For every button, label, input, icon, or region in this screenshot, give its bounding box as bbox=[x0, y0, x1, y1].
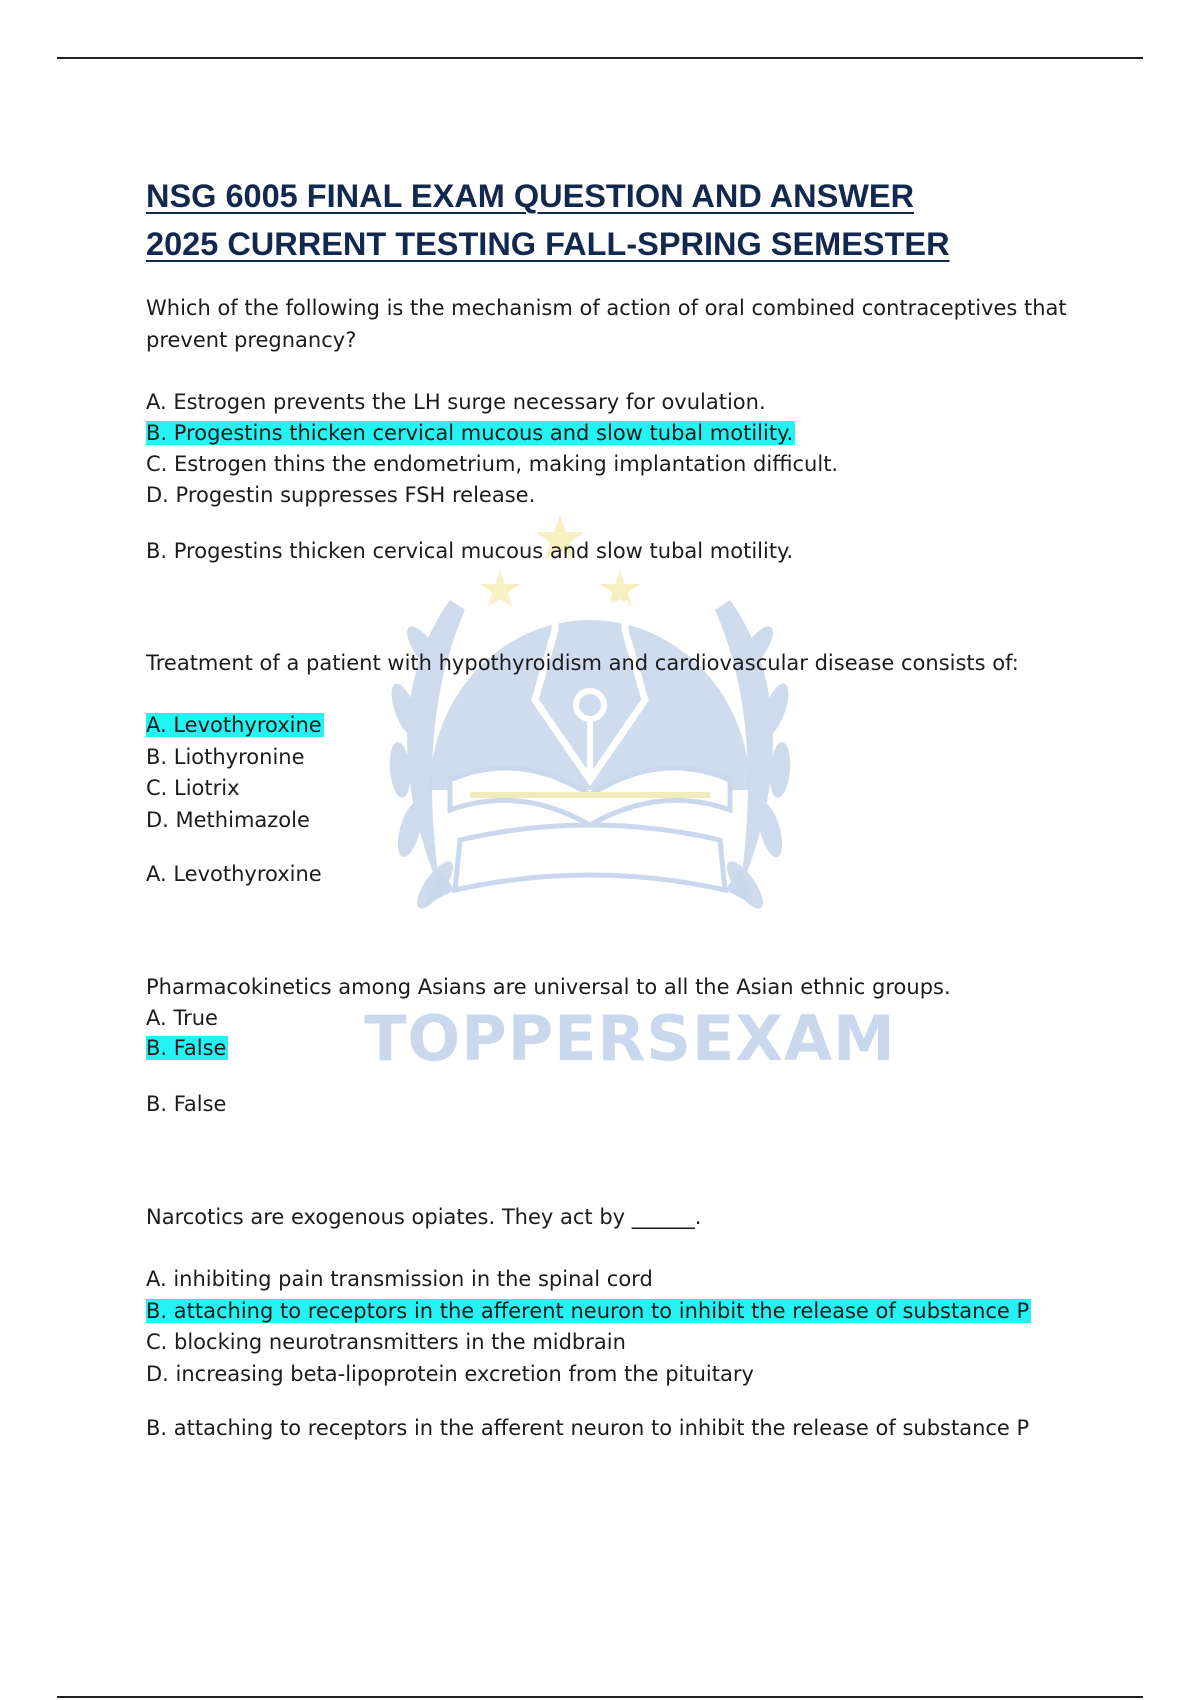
question-1-option-d: D. Progestin suppresses FSH release. bbox=[146, 483, 536, 507]
question-3-answer: B. False bbox=[146, 1092, 227, 1116]
watermark-logo-icon bbox=[330, 510, 930, 1010]
question-2-option-a bbox=[146, 710, 324, 740]
question-4-answer: B. attaching to receptors in the afferent neuron to inhibit the release of substance P bbox=[146, 1416, 1030, 1440]
question-1-stem-line-1: Which of the following is the mechanism of action of oral combined contraceptives that bbox=[146, 296, 1067, 320]
question-1-stem-line-2: prevent pregnancy? bbox=[146, 328, 357, 352]
question-2-answer: A. Levothyroxine bbox=[146, 862, 322, 886]
question-4-stem: Narcotics are exogenous opiates. They act by ______. bbox=[146, 1205, 702, 1229]
highlighted-correct-option: B. Progestins thicken cervical mucous and slow tubal motility. bbox=[146, 421, 794, 445]
question-2-stem: Treatment of a patient with hypothyroidism and cardiovascular disease consists of: bbox=[146, 651, 1019, 675]
title-line-2: 2025 CURRENT TESTING FALL-SPRING SEMESTER bbox=[146, 226, 950, 262]
top-rule bbox=[57, 57, 1143, 59]
question-4-option-a: A. inhibiting pain transmission in the spinal cord bbox=[146, 1267, 653, 1291]
question-3-stem: Pharmacokinetics among Asians are universal to all the Asian ethnic groups. bbox=[146, 975, 951, 999]
highlighted-correct-option: A. Levothyroxine bbox=[146, 713, 322, 737]
question-3-option-b bbox=[146, 1033, 228, 1063]
question-1-option-a: A. Estrogen prevents the LH surge necessary for ovulation. bbox=[146, 390, 766, 414]
question-1-option-c: C. Estrogen thins the endometrium, making implantation difficult. bbox=[146, 452, 839, 476]
highlighted-correct-option: B. attaching to receptors in the afferent neuron to inhibit the release of substance P bbox=[146, 1299, 1030, 1323]
question-1-option-b bbox=[146, 418, 795, 448]
question-4-option-b bbox=[146, 1296, 1031, 1326]
question-2-option-c: C. Liotrix bbox=[146, 776, 240, 800]
question-3-option-a: A. True bbox=[146, 1006, 218, 1030]
question-4-option-d: D. increasing beta-lipoprotein excretion from the pituitary bbox=[146, 1362, 754, 1386]
question-1-answer: B. Progestins thicken cervical mucous and slow tubal motility. bbox=[146, 539, 794, 563]
document-title bbox=[146, 172, 1106, 268]
watermark-text: TOPPERSEXAM bbox=[364, 1002, 896, 1075]
question-4-option-c: C. blocking neurotransmitters in the midbrain bbox=[146, 1330, 626, 1354]
question-2-option-d: D. Methimazole bbox=[146, 808, 310, 832]
bottom-rule bbox=[57, 1696, 1143, 1698]
title-line-1: NSG 6005 FINAL EXAM QUESTION AND ANSWER bbox=[146, 178, 915, 214]
question-2-option-b: B. Liothyronine bbox=[146, 745, 305, 769]
highlighted-correct-option: B. False bbox=[146, 1036, 227, 1060]
